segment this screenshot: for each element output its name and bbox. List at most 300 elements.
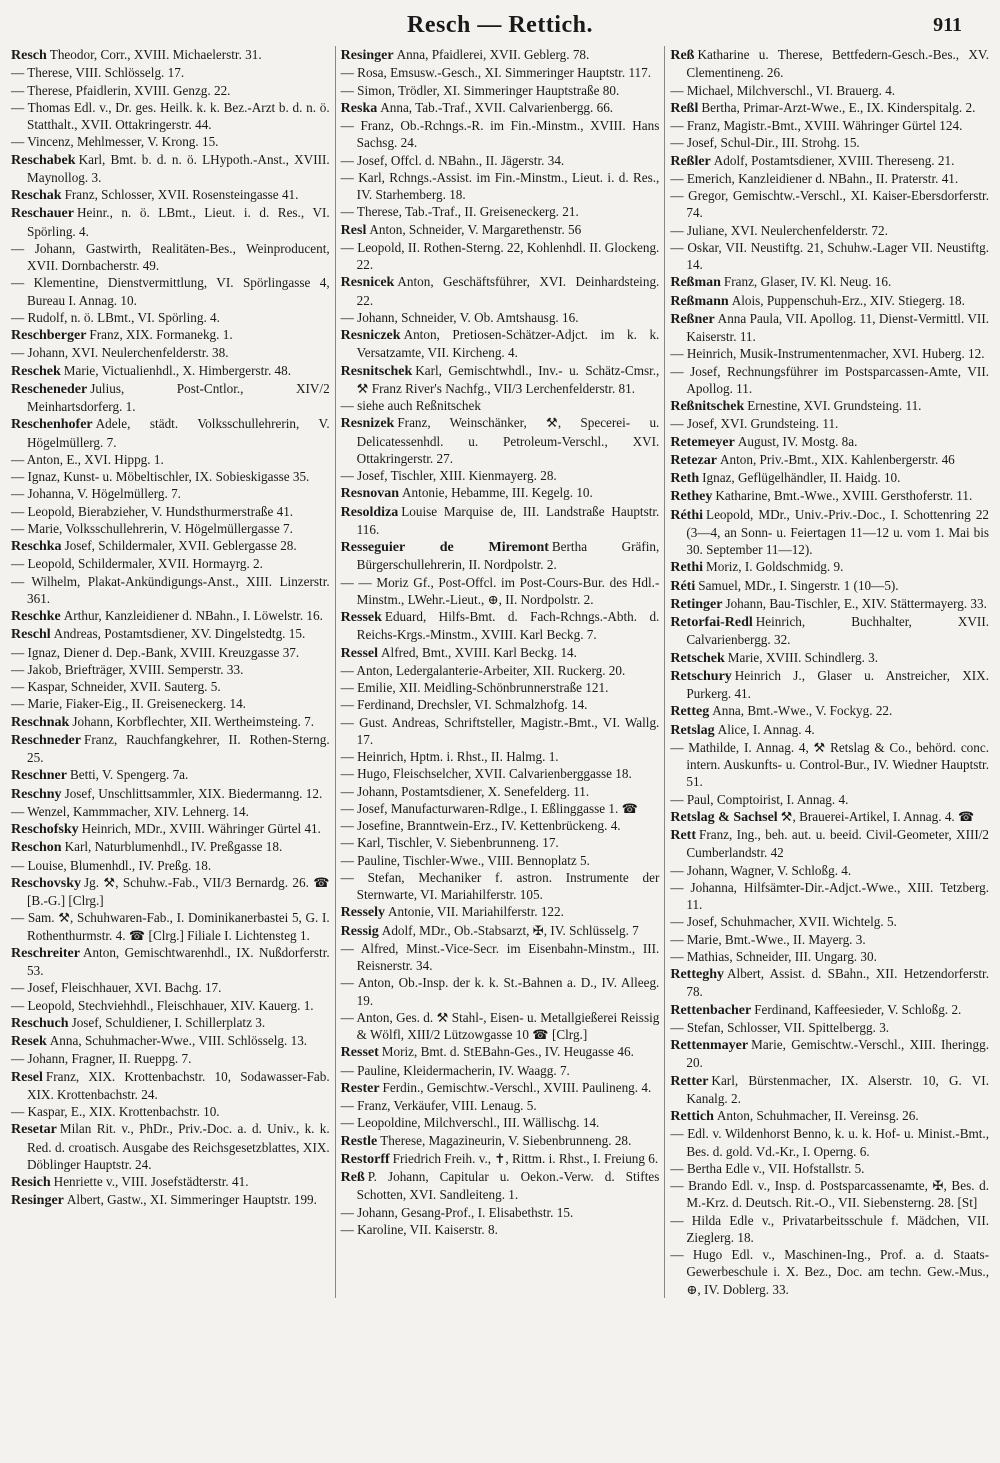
directory-entry — [670, 1246, 989, 1298]
entry-surname: Réthi — [670, 507, 704, 523]
entry-details: Julius, Post-Cntlor., XIV/2 Meinhartsdorferg. 1. — [27, 380, 330, 414]
entry-surname: Reßler — [670, 153, 711, 169]
directory-entry — [670, 1212, 989, 1247]
entry-surname: Retteghy — [670, 967, 724, 982]
directory-entry — [341, 574, 660, 609]
entry-details: Anton, Pretiosen-Schätzer-Adjct. im k. k. Versatzamte, VII. Kircheng. 4. — [356, 327, 660, 361]
entry-details: — Therese, Tab.-Traf., II. Greiseneckerg. 21. — [340, 204, 579, 220]
entry-details: — Johanna, V. Högelmüllerg. 7. — [11, 486, 181, 502]
entry-details: — Simon, Trödler, XI. Simmeringer Hauptstraße 80. — [340, 82, 620, 98]
entry-details: Milan Rit. v., PhDr., Priv.-Doc. a. d. Univ., k. k. Red. d. croatisch. Ausgabe des Reichsgesetzblattes, XIX. Döblinger Hauptstr. 24. — [27, 1121, 330, 1172]
entry-details: — Anton, Ob.-Insp. der k. k. St.-Bahnen a. D., IV. Alleeg. 19. — [340, 975, 660, 1008]
directory-entry — [670, 558, 989, 576]
entry-surname: Resch — [11, 48, 47, 63]
entry-details: Eduard, Hilfs-Bmt. d. Fach-Rchngs.-Abth. d. Reichs-Krgs.-Minstm., XVIII. Karl Beckg. 7. — [356, 609, 660, 643]
directory-entry — [11, 820, 330, 838]
entry-details: — Hugo, Fleischselcher, XVII. Calvarienberggasse 18. — [340, 766, 632, 782]
directory-entry — [11, 573, 330, 608]
directory-entry — [670, 397, 989, 415]
entry-details: — Ignaz, Diener d. Dep.-Bank, XVIII. Kreuzgasse 37. — [11, 644, 300, 660]
entry-details: Adolf, MDr., Ob.-Stabsarzt, ✠, IV. Schlüsselg. 7 — [381, 922, 639, 938]
entry-details: P. Johann, Capitular u. Oekon.-Verw. d. Stiftes Schotten, XVI. Sandleiteng. 1. — [356, 1169, 660, 1203]
entry-details: Franz, Ing., beh. aut. u. beeid. Civil-Geometer, XIII/2 Cumberlandstr. 42 — [686, 827, 990, 861]
entry-surname: Ressel — [340, 645, 378, 661]
entry-details: Johann, Bau-Tischler, E., XIV. Stättermayerg. 33. — [725, 595, 987, 611]
entry-surname: Resich — [11, 1175, 51, 1190]
entry-details: — Josef, Offcl. d. NBahn., II. Jägerstr. 34. — [340, 152, 565, 168]
entry-surname: Rettenbacher — [670, 1002, 752, 1018]
directory-entry — [670, 363, 989, 398]
directory-entry — [670, 649, 989, 667]
directory-entry — [341, 239, 660, 274]
entry-surname: Rett — [670, 828, 696, 843]
directory-entry — [341, 714, 660, 749]
directory-entry — [11, 520, 330, 537]
entry-details: Marie, Victualienhdl., X. Himbergerstr. 48. — [63, 362, 292, 378]
entry-details: Betti, V. Spengerg. 7a. — [70, 767, 189, 783]
directory-entry — [341, 679, 660, 696]
entry-surname: Resoldiza — [340, 504, 399, 520]
directory-entry — [670, 1001, 989, 1019]
entry-details: Heinr., n. ö. LBmt., Lieut. i. d. Res., VI. Spörling. 4. — [27, 205, 330, 239]
directory-entry — [670, 595, 989, 613]
directory-entry — [11, 644, 330, 661]
directory-entry — [11, 944, 330, 980]
entry-details: Marie, XVIII. Schindlerg. 3. — [727, 649, 879, 665]
entry-surname: Reschon — [11, 840, 62, 856]
entry-surname: Reschneder — [11, 732, 81, 748]
entry-details: Franz, XIX. Krottenbachstr. 10, Sodawasser-Fab. XIX. Krottenbachstr. 24. — [27, 1068, 330, 1102]
directory-entry — [670, 879, 989, 914]
entry-details: Alois, Puppenschuh-Erz., XIV. Stiegerg. 18. — [731, 292, 965, 308]
directory-entry — [670, 469, 989, 487]
entry-details: — Josef, Schul-Dir., III. Strohg. 15. — [670, 135, 860, 151]
directory-entry — [341, 467, 660, 484]
directory-entry — [670, 702, 989, 720]
entry-details: Katharine u. Therese, Bettfedern-Gesch.-Bes., XV. Clementineng. 26. — [686, 47, 990, 81]
directory-entry — [341, 484, 660, 502]
entry-details: — Johann, Fragner, II. Rueppg. 7. — [11, 1051, 192, 1067]
entry-details: Adolf, Postamtsdiener, XVIII. Thereseng. 21. — [713, 152, 955, 168]
entry-details: — Gregor, Gemischtw.-Verschl., XI. Kaiser-Ebersdorferstr. 74. — [670, 188, 990, 221]
directory-entry — [341, 783, 660, 800]
entry-details: — Karoline, VII. Kaiserstr. 8. — [340, 1221, 498, 1237]
directory-entry — [11, 64, 330, 81]
directory-entry — [341, 326, 660, 362]
entry-surname: Reschreiter — [11, 945, 80, 961]
directory-entry — [11, 274, 330, 309]
directory-entry — [341, 940, 660, 975]
directory-entry — [670, 739, 989, 791]
entry-details: — Kaspar, E., XIX. Krottenbachstr. 10. — [11, 1104, 220, 1119]
entry-details: — Rudolf, n. ö. LBmt., VI. Spörling. 4. — [11, 309, 220, 325]
entry-details: — Johann, Wagner, V. Schloßg. 4. — [670, 862, 852, 878]
entry-surname: Resetar — [11, 1122, 57, 1138]
entry-surname: Resseguier de Miremont — [340, 540, 549, 555]
entry-details: Katharine, Bmt.-Wwe., XVIII. Gersthoferstr. 11. — [715, 488, 973, 504]
entry-surname: Restorff — [340, 1151, 390, 1167]
entry-surname: Retinger — [670, 596, 723, 612]
directory-entry — [341, 748, 660, 765]
entry-details: — Johann, Gastwirth, Realitäten-Bes., Weinproducent, XVII. Dornbacherstr. 49. — [11, 240, 330, 273]
entry-details: — Leopold, Bierabzieher, V. Hundsthurmerstraße 41. — [11, 503, 294, 519]
entry-surname: Retteg — [670, 704, 710, 720]
directory-entry — [341, 503, 660, 539]
directory-entry — [670, 170, 989, 187]
directory-entry — [11, 468, 330, 485]
entry-surname: Rescheneder — [11, 381, 88, 397]
directory-entry — [670, 613, 989, 649]
entry-details: Andreas, Postamtsdiener, XV. Dingelstedtg. 15. — [53, 626, 306, 642]
entry-details: — Leopoldine, Milchverschl., III. Wällischg. 14. — [340, 1115, 600, 1131]
directory-entry — [341, 1168, 660, 1204]
directory-entry — [11, 874, 330, 910]
directory-entry — [341, 817, 660, 834]
directory-entry — [341, 922, 660, 940]
entry-details: — Mathias, Schneider, III. Ungarg. 30. — [670, 948, 877, 964]
directory-entry — [11, 415, 330, 451]
directory-entry — [670, 1107, 989, 1125]
entry-details: Albert, Gastw., XI. Simmeringer Hauptstr. 199. — [66, 1192, 317, 1208]
directory-entry — [670, 134, 989, 151]
entry-details: — Franz, Magistr.-Bmt., XVIII. Währinger Gürtel 124. — [670, 118, 963, 133]
entry-surname: Reschovsky — [11, 875, 82, 891]
directory-entry — [11, 857, 330, 874]
directory-entry — [341, 1114, 660, 1131]
entry-details: Adele, städt. Volksschullehrerin, V. Högelmüllerg. 7. — [27, 416, 330, 450]
directory-entry — [670, 82, 989, 99]
directory-entry — [341, 273, 660, 309]
entry-surname: Rethi — [670, 560, 704, 576]
entry-details: Franz, XIX. Formanekg. 1. — [89, 327, 233, 342]
page-number: 911 — [933, 14, 962, 36]
directory-entry — [11, 1173, 330, 1191]
directory-entry — [11, 766, 330, 784]
directory-entry — [341, 46, 660, 64]
directory-entry — [670, 433, 989, 451]
entry-details: Ferdinand, Kaffeesieder, V. Schloßg. 2. — [754, 1001, 962, 1017]
directory-entry — [11, 607, 330, 625]
entry-surname: Ressig — [340, 923, 379, 939]
directory-entry — [670, 826, 989, 862]
entry-surname: Retschury — [670, 668, 732, 684]
entry-details: — Edl. v. Wildenhorst Benno, k. u. k. Hof- u. Minist.-Bmt., Bes. d. gold. Vd.-Kr., I. Operng. 6. — [670, 1126, 990, 1159]
entry-details: — siehe auch Reßnitschek — [340, 398, 481, 413]
directory-entry — [11, 186, 330, 204]
directory-entry — [341, 203, 660, 220]
directory-entry — [670, 721, 989, 739]
directory-entry — [670, 292, 989, 310]
entry-details: Karl, Gemischtwhdl., Inv.- u. Schätz-Cmsr., ⚒ Franz River's Nachfg., VII/3 Lerchenfelderstr. 81. — [356, 362, 660, 396]
directory-entry — [341, 538, 660, 574]
entry-surname: Reschenhofer — [11, 417, 93, 433]
directory-entry — [341, 1097, 660, 1114]
directory-entry — [11, 537, 330, 555]
directory-entry — [11, 133, 330, 150]
entry-details: — Oskar, VII. Neustiftg. 21, Schuhw.-Lager VII. Neustiftg. 14. — [670, 239, 990, 272]
entry-surname: Reschl — [11, 627, 51, 643]
directory-entry — [11, 661, 330, 678]
entry-details: Anton, Schuhmacher, II. Vereinsg. 26. — [716, 1108, 919, 1123]
entry-details: Heinrich, Buchhalter, XVII. Calvarienbergg. 32. — [686, 614, 990, 648]
entry-surname: Resinger — [11, 1193, 64, 1209]
entry-details: Arthur, Kanzleidiener d. NBahn., I. Löwelstr. 16. — [63, 608, 323, 623]
directory-entry — [11, 240, 330, 275]
entry-surname: Réti — [670, 578, 696, 594]
directory-entry — [11, 362, 330, 380]
entry-details: Josef, Schildermaler, XVII. Geblergasse 28. — [64, 538, 297, 553]
directory-entry — [341, 834, 660, 851]
entry-surname: Rethey — [670, 489, 713, 505]
entry-details: — Marie, Volksschullehrerin, V. Högelmüllergasse 7. — [11, 520, 293, 536]
entry-details: — Josef, XVI. Grundsteing. 11. — [670, 416, 839, 432]
directory-entry — [341, 117, 660, 152]
entry-details: — Therese, Pfaidlerin, XVIII. Genzg. 22. — [11, 82, 231, 98]
directory-entry — [11, 1032, 330, 1050]
directory-entry — [341, 1079, 660, 1097]
column-2 — [335, 46, 663, 1298]
page-header — [0, 8, 1000, 42]
directory-entry — [670, 948, 989, 965]
directory-entry — [11, 1050, 330, 1067]
directory-entry — [670, 1160, 989, 1177]
entry-details: Anton, Gemischtwarenhdl., IX. Nußdorferstr. 53. — [27, 944, 330, 978]
entry-details: Alice, I. Annag. 4. — [717, 721, 815, 737]
entry-details: — Leopold, II. Rothen-Sterng. 22, Kohlenhdl. II. Glockeng. 22. — [340, 239, 660, 272]
directory-entry — [670, 310, 989, 346]
entry-details: — Hilda Edle v., Privatarbeitsschule f. Mädchen, VII. Zieglerg. 18. — [670, 1212, 990, 1245]
entry-details: — Ferdinand, Drechsler, VI. Schmalzhofg. 14. — [340, 697, 588, 713]
entry-details: — Josefine, Branntwein-Erz., IV. Kettenbrückeng. 4. — [340, 818, 621, 833]
directory-entry — [11, 979, 330, 996]
directory-columns — [8, 46, 992, 1298]
entry-details: — Stefan, Schlosser, VII. Spittelbergg. 3. — [670, 1019, 890, 1035]
entry-surname: Reschauer — [11, 206, 74, 222]
entry-details: — Emerich, Kanzleidiener d. NBahn., II. Praterstr. 41. — [670, 170, 959, 186]
entry-details: — Paul, Comptoirist, I. Annag. 4. — [670, 791, 849, 807]
entry-surname: Retezar — [670, 452, 717, 468]
directory-entry — [11, 1068, 330, 1104]
entry-surname: Retschek — [670, 650, 725, 666]
entry-details: — — Moriz Gf., Post-Offcl. im Post-Cours-Bur. des Hdl.-Minstm., LWehr.-Lieut., ⊕, II. Nordpolstr. 2. — [340, 574, 660, 607]
directory-entry — [670, 239, 989, 274]
directory-entry — [670, 506, 989, 559]
entry-details: — Johann, Postamtsdiener, X. Senefelderg. 11. — [340, 783, 590, 799]
entry-details: Moriz, I. Goldschmidg. 9. — [706, 559, 844, 575]
entry-surname: Reschak — [11, 188, 62, 203]
entry-surname: Resnovan — [340, 486, 400, 502]
entry-surname: Reschek — [11, 363, 61, 379]
entry-details: — Franz, Ob.-Rchngs.-R. im Fin.-Minstm., XVIII. Hans Sachsg. 24. — [340, 118, 660, 151]
directory-entry — [670, 187, 989, 222]
entry-surname: Reska — [340, 100, 378, 116]
directory-entry — [341, 1132, 660, 1150]
entry-details: — Klementine, Dienstvermittlung, VI. Spörlingasse 4, Bureau I. Annag. 10. — [11, 275, 330, 308]
directory-entry — [670, 1019, 989, 1036]
directory-entry — [341, 397, 660, 414]
entry-surname: Retorfai-Redl — [670, 615, 753, 630]
entry-surname: Reschny — [11, 786, 62, 802]
entry-details: Karl, Bmt. b. d. n. ö. LHypoth.-Anst., XVIII. Maynollog. 3. — [27, 151, 330, 185]
entry-details: — Josef, Rechnungsführer im Postsparcassen-Amte, VII. Apollog. 11. — [670, 363, 990, 396]
entry-details: Heinrich, MDr., XVIII. Währinger Gürtel 41. — [81, 821, 321, 836]
directory-entry — [341, 1043, 660, 1061]
entry-details: Anna, Tab.-Traf., XVII. Calvarienbergg. 66. — [380, 99, 614, 115]
entry-details: — Franz, Verkäufer, VIII. Lenaug. 5. — [340, 1098, 537, 1113]
entry-details: Albert, Assist. d. SBahn., XII. Hetzendorferstr. 78. — [686, 966, 990, 1000]
entry-details: — Josef, Schuhmacher, XVII. Wichtelg. 5. — [670, 914, 897, 930]
directory-entry — [670, 862, 989, 879]
entry-details: Leopold, MDr., Univ.-Priv.-Doc., I. Schottenring 22 (3—4, an Sonn- u. Feiertagen 11—12 u. vom 1. Mai bis 30. September 11—12). — [686, 506, 990, 557]
entry-details: — Rosa, Emsusw.-Gesch., XI. Simmeringer Hauptstr. 117. — [340, 65, 652, 81]
column-3 — [664, 46, 992, 1298]
directory-entry — [11, 380, 330, 416]
entry-details: — Leopold, Schildermaler, XVII. Hormayrg. 2. — [11, 556, 263, 572]
entry-details: Johann, Korbflechter, XII. Wertheimsteing. 7. — [72, 713, 315, 729]
entry-surname: Retemeyer — [670, 434, 735, 450]
directory-entry — [341, 152, 660, 169]
entry-details: — Josef, Tischler, XIII. Kienmayerg. 28. — [340, 468, 557, 483]
entry-details: — Anton, Ges. d. ⚒ Stahl-, Eisen- u. Metallgießerei Reissig & Wölfl, XIII/2 Lützowgasse 10 ☎ [Clrg.] — [340, 1009, 660, 1042]
directory-entry — [11, 309, 330, 326]
entry-surname: Restle — [340, 1133, 378, 1149]
directory-entry — [11, 625, 330, 643]
entry-details: — Karl, Tischler, V. Siebenbrunneng. 17. — [340, 835, 559, 851]
entry-details: Louise Marquise de, III. Landstraße Hauptstr. 116. — [356, 503, 660, 537]
directory-entry — [11, 997, 330, 1014]
entry-surname: Resinger — [340, 48, 394, 63]
directory-entry — [11, 731, 330, 767]
directory-entry — [11, 1014, 330, 1032]
entry-details: — Louise, Blumenhdl., IV. Preßg. 18. — [11, 857, 212, 873]
entry-surname: Reß — [670, 48, 695, 63]
entry-details: — Pauline, Tischler-Wwe., VIII. Bennoplatz 5. — [340, 852, 590, 868]
entry-details: — Heinrich, Musik-Instrumentenmacher, XVI. Huberg. 12. — [670, 346, 985, 362]
directory-entry — [11, 1120, 330, 1173]
entry-surname: Reschabek — [11, 152, 76, 168]
entry-surname: Reschofsky — [11, 822, 79, 837]
entry-surname: Reß — [340, 1170, 365, 1185]
entry-details: Ernestine, XVI. Grundsteing. 11. — [747, 398, 922, 413]
directory-entry — [341, 644, 660, 662]
entry-details: — Kaspar, Schneider, XVII. Sauterg. 5. — [11, 679, 221, 694]
directory-entry — [670, 1177, 989, 1212]
entry-surname: Rettenmayer — [670, 1038, 749, 1053]
entry-details: Karl, Naturblumenhdl., IV. Preßgasse 18. — [64, 839, 283, 855]
directory-entry — [670, 1072, 989, 1108]
directory-entry — [11, 82, 330, 99]
directory-entry — [11, 803, 330, 820]
entry-surname: Resset — [340, 1045, 379, 1061]
directory-entry — [670, 99, 989, 117]
entry-details: Therese, Magazineurin, V. Siebenbrunneng. 28. — [380, 1132, 632, 1148]
directory-entry — [341, 903, 660, 921]
entry-details: — Alfred, Minst.-Vice-Secr. im Eisenbahn-Minstm., III. Reisnerstr. 34. — [340, 940, 660, 973]
directory-entry — [670, 667, 989, 703]
entry-details: — Michael, Milchverschl., VI. Brauerg. 4. — [670, 82, 896, 98]
entry-surname: Reschnak — [11, 714, 70, 730]
directory-entry — [11, 151, 330, 187]
entry-details: Henriette v., VIII. Josefstädterstr. 41. — [53, 1174, 249, 1189]
entry-details: — Marie, Fiaker-Eig., II. Greiseneckerg. 14. — [11, 696, 246, 712]
directory-entry — [341, 765, 660, 782]
directory-entry — [341, 309, 660, 326]
entry-details: — Anton, E., XVI. Hippg. 1. — [11, 451, 164, 467]
directory-entry — [670, 222, 989, 239]
entry-surname: Resnitschek — [340, 363, 413, 379]
directory-entry — [341, 169, 660, 204]
entry-surname: Reschke — [11, 609, 61, 624]
entry-details: Anton, Priv.-Bmt., XIX. Kahlenbergerstr. 46 — [719, 451, 955, 467]
entry-details: Ignaz, Geflügelhändler, II. Haidg. 10. — [702, 470, 901, 485]
entry-details: — Stefan, Mechaniker f. astron. Instrumente der Sternwarte, VI. Mariahilferstr. 105. — [340, 869, 660, 902]
entry-details: — Leopold, Stechviehhdl., Fleischhauer, XIV. Kauerg. 1. — [11, 997, 314, 1013]
entry-details: Anna, Pfaidlerei, XVII. Geblerg. 78. — [396, 47, 590, 62]
entry-details: — Bertha Edle v., VII. Hofstallstr. 5. — [670, 1160, 865, 1176]
entry-details: Jg. ⚒, Schuhw.-Fab., VII/3 Bernardg. 26. ☎ [B.-G.] [Clrg.] — [27, 874, 330, 908]
entry-details: — Marie, Bmt.-Wwe., II. Mayerg. 3. — [670, 931, 866, 947]
entry-details: Antonie, Hebamme, III. Kegelg. 10. — [402, 485, 593, 501]
directory-entry — [670, 152, 989, 170]
entry-details: — Karl, Rchngs.-Assist. im Fin.-Minstm., Lieut. i. d. Res., IV. Starhemberg. 18. — [340, 169, 660, 202]
directory-entry — [670, 913, 989, 930]
entry-details: — Thomas Edl. v., Dr. ges. Heilk. k. k. Bez.-Arzt b. d. n. ö. Statthalt., XVII. Ottakringerstr. 44. — [11, 99, 330, 132]
directory-entry — [11, 555, 330, 572]
directory-entry — [341, 64, 660, 81]
entry-surname: Resel — [11, 1069, 43, 1085]
running-title: Resch — Rettich. — [407, 12, 593, 38]
entry-details: Ferdin., Gemischtw.-Verschl., XVIII. Paulineng. 4. — [382, 1079, 652, 1095]
entry-details: — Emilie, XII. Meidling-Schönbrunnerstraße 121. — [340, 680, 609, 695]
entry-details: Anton, Schneider, V. Margarethenstr. 56 — [369, 221, 582, 237]
directory-entry — [341, 869, 660, 904]
directory-entry — [11, 99, 330, 134]
directory-entry — [670, 46, 989, 82]
directory-entry — [341, 1009, 660, 1044]
directory-entry — [341, 1150, 660, 1168]
directory-entry — [11, 909, 330, 944]
entry-surname: Reßman — [670, 275, 721, 291]
entry-details: — Therese, VIII. Schlösselg. 17. — [11, 65, 185, 81]
directory-entry — [341, 974, 660, 1009]
directory-entry — [670, 808, 989, 826]
entry-surname: Ressek — [340, 610, 382, 625]
directory-entry — [670, 117, 989, 134]
entry-surname: Reth — [670, 471, 700, 486]
entry-details: Anton, Geschäftsführer, XVI. Deinhardsteing. 22. — [356, 274, 660, 308]
entry-surname: Ressely — [340, 905, 385, 921]
directory-entry — [11, 451, 330, 468]
entry-details: — Anton, Ledergalanterie-Arbeiter, XII. Ruckerg. 20. — [340, 662, 626, 678]
entry-details: Bertha Gräfin, Bürgerschullehrerin, II. Nordpolstr. 2. — [356, 539, 660, 573]
directory-entry — [670, 965, 989, 1001]
entry-surname: Resnizek — [340, 416, 395, 432]
entry-details: Franz, Weinschänker, ⚒, Specerei- u. Delicatessenhdl. u. Petroleum-Verschl., XVI. Ottakringerstr. 27. — [356, 415, 660, 466]
directory-entry — [341, 608, 660, 644]
entry-details: — Johann, XVI. Neulerchenfelderstr. 38. — [11, 345, 229, 361]
directory-entry — [670, 791, 989, 808]
column-1 — [8, 46, 333, 1298]
directory-entry — [11, 713, 330, 731]
entry-details: Heinrich J., Glaser u. Anstreicher, XIX. Purkerg. 41. — [686, 667, 990, 701]
entry-details: Josef, Unschlittsammler, XIX. Biedermanng. 12. — [64, 785, 323, 801]
entry-details: — Hugo Edl. v., Maschinen-Ing., Prof. a. d. Staats-Gewerbeschule i. X. Bez., Doc. am techn. Gew.-Mus., ⊕, IV. Doblerg. 33. — [670, 1247, 990, 1297]
directory-entry — [341, 1062, 660, 1079]
entry-details: — Johann, Schneider, V. Ob. Amtshausg. 16. — [340, 309, 579, 325]
entry-details: — Johanna, Hilfsämter-Dir.-Adjct.-Wwe., XIII. Tetzberg. 11. — [670, 879, 990, 912]
directory-entry — [11, 344, 330, 361]
directory-entry — [11, 326, 330, 344]
